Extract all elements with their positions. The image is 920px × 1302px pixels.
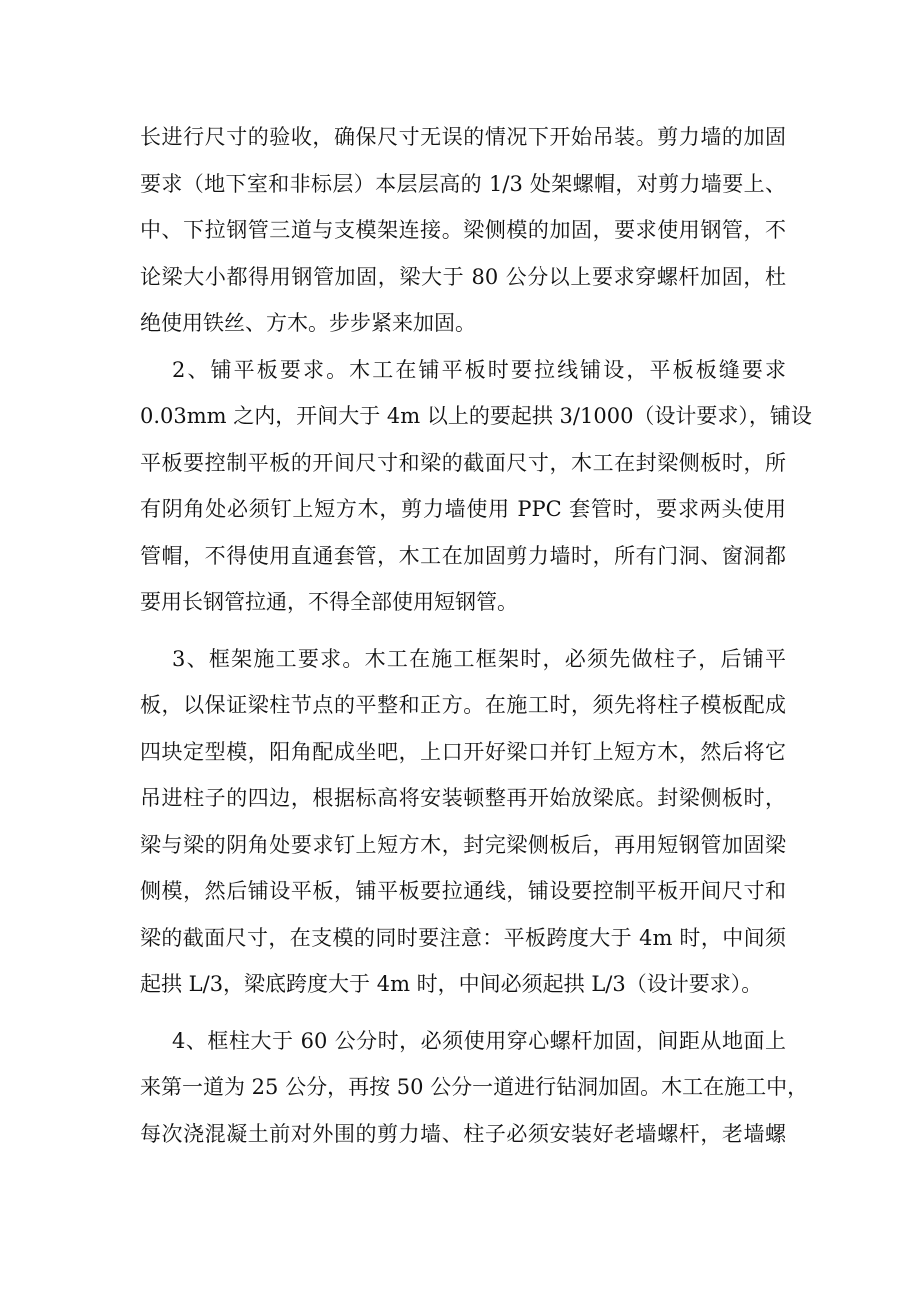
text-line: 3、框架施工要求。木工在施工框架时，必须先做柱子，后铺平	[172, 646, 786, 671]
paragraph-2	[140, 347, 812, 626]
text-line: 板，以保证梁柱节点的平整和正方。在施工时，须先将柱子模板配成	[140, 693, 786, 717]
text-line: 绝使用铁丝、方木。步步紧来加固。	[140, 311, 476, 335]
paragraph-gap	[140, 1008, 786, 1018]
text-line: 4、框柱大于 60 公分时，必须使用穿心螺杆加固，间距从地面上	[172, 1028, 786, 1053]
text-line: 四块定型模，阳角配成坐吧，上口开好梁口并钉上短方木，然后将它	[140, 739, 786, 764]
text-line: 0.03mm 之内，开间大于 4m 以上的要起拱 3/1000（设计要求），铺设	[140, 404, 812, 428]
text-line: 有阴角处必须钉上短方木，剪力墙使用 PPC 套管时，要求两头使用	[140, 497, 786, 521]
paragraph-lead	[140, 114, 786, 347]
text-line: 每次浇混凝土前对外围的剪力墙、柱子必须安装好老墙螺杆，老墙螺	[140, 1121, 786, 1146]
text-line: 吊进柱子的四边，根据标高将安装顿整再开始放梁底。封梁侧板时，	[140, 786, 786, 810]
text-line: 梁的截面尺寸，在支模的同时要注意：平板跨度大于 4m 时，中间须	[140, 925, 786, 950]
text-line: 要求（地下室和非标层）本层层高的 1/3 处架螺帽，对剪力墙要上、	[140, 171, 786, 196]
text-line: 长进行尺寸的验收，确保尺寸无误的情况下开始吊装。剪力墙的加固	[140, 125, 786, 149]
document-body	[140, 114, 812, 1157]
paragraph-gap	[140, 626, 786, 636]
text-line: 平板要控制平板的开间尺寸和梁的截面尺寸，木工在封梁侧板时，所	[140, 450, 786, 475]
paragraph-4	[140, 1018, 809, 1158]
text-line: 中、下拉钢管三道与支模架连接。梁侧模的加固，要求使用钢管，不	[140, 218, 786, 242]
text-line: 来第一道为 25 公分，再按 50 公分一道进行钻洞加固。木工在施工中，	[140, 1075, 809, 1099]
text-line: 起拱 L/3，梁底跨度大于 4m 时，中间必须起拱 L/3（设计要求）。	[140, 972, 763, 996]
text-line: 管帽，不得使用直通套管，木工在加固剪力墙时，所有门洞、窗洞都	[140, 543, 786, 568]
text-line: 要用长钢管拉通，不得全部使用短钢管。	[140, 590, 518, 614]
paragraph-3	[140, 636, 786, 1008]
text-line: 侧模，然后铺设平板，铺平板要拉通线，铺设要控制平板开间尺寸和	[140, 879, 786, 903]
text-line: 2、铺平板要求。木工在铺平板时要拉线铺设，平板板缝要求	[172, 357, 786, 382]
text-line: 论梁大小都得用钢管加固，梁大于 80 公分以上要求穿螺杆加固，杜	[140, 264, 786, 289]
text-line: 梁与梁的阴角处要求钉上短方木，封完梁侧板后，再用短钢管加固梁	[140, 832, 786, 857]
